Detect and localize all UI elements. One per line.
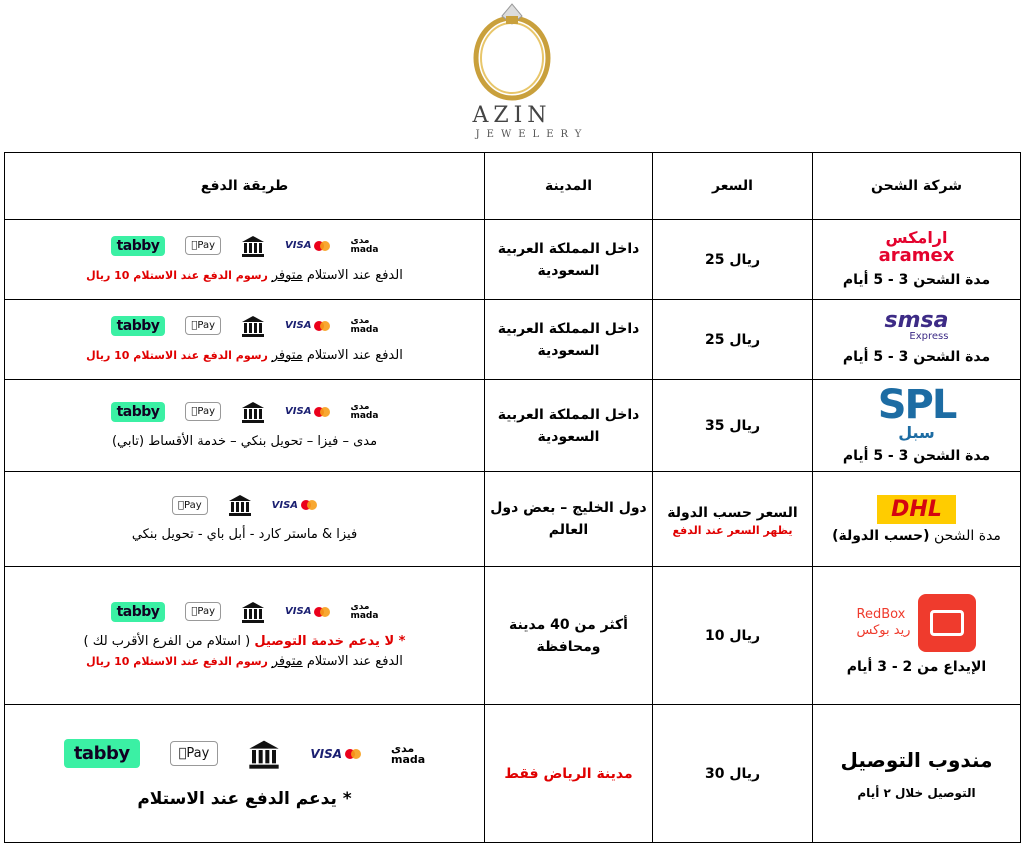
- no-delivery: * لا يدعم خدمة التوصيل: [254, 633, 406, 649]
- mada-icon: [347, 235, 378, 255]
- tabby-icon: tabby: [64, 739, 140, 768]
- price-text: 25 ريال: [704, 331, 761, 348]
- duration-text: [832, 528, 1001, 544]
- mada-ar: مدى: [387, 741, 411, 755]
- pay-available: متوفر: [271, 653, 303, 669]
- shipping-table: [4, 152, 1021, 843]
- brand-logo: [0, 0, 1024, 150]
- payment-icons: [111, 234, 379, 258]
- visa-label: VISA: [282, 320, 309, 331]
- mada-en: mada: [347, 410, 376, 421]
- smsa-sub: Express: [909, 331, 949, 342]
- city-cell: [485, 220, 653, 300]
- city-cell: [485, 380, 653, 472]
- apple-pay-icon: [185, 602, 221, 621]
- pay-fee: رسوم الدفع عند الاستلام 10 ريال: [86, 348, 272, 362]
- visa-mastercard-icon: [268, 499, 317, 511]
- payment-note: * يدعم الدفع عند الاستلام: [137, 788, 352, 809]
- company-cell: [813, 472, 1021, 567]
- spl-logo: [877, 381, 956, 442]
- company-cell: [813, 220, 1021, 300]
- spl-ar: سبل: [898, 422, 935, 442]
- city-text: داخل المملكة العربية السعودية: [497, 320, 640, 359]
- table-row: [5, 300, 1021, 380]
- table-row: [5, 380, 1021, 472]
- city-text: دول الخليج – بعض دول العالم: [490, 500, 647, 538]
- price-cell: [653, 300, 813, 380]
- visa-label: VISA: [282, 406, 309, 417]
- redbox-ar: ريد بوكس: [856, 622, 911, 638]
- city-text: داخل المملكة العربية السعودية: [497, 406, 640, 445]
- tabby-icon: tabby: [111, 402, 166, 422]
- mada-en: mada: [347, 324, 376, 335]
- visa-label: VISA: [282, 240, 309, 251]
- aramex-ar: ارامكس: [885, 227, 948, 247]
- mada-en: mada: [347, 610, 376, 621]
- dhl-logo: [877, 495, 956, 524]
- mada-ar: مدى: [347, 401, 367, 412]
- visa-mastercard-icon: [282, 606, 330, 617]
- delivery-note: [84, 632, 406, 652]
- city-text: أكثر من 40 مدينة ومحافظة: [509, 616, 628, 655]
- duration-text: مدة الشحن 3 - 5 أيام: [842, 271, 991, 288]
- city-text: مدينة الرياض فقط: [504, 765, 633, 782]
- price-note: يظهر السعر عند الدفع: [672, 523, 793, 537]
- apple-pay-icon: [185, 236, 221, 255]
- bank-icon: [241, 600, 265, 624]
- header-payment: طريقة الدفع: [5, 153, 485, 220]
- price-text: 25 ريال: [704, 251, 761, 268]
- city-cell: [485, 472, 653, 567]
- visa-mastercard-icon: [306, 746, 361, 761]
- apple-pay-icon: [170, 741, 219, 766]
- apple-pay-label: Pay: [194, 240, 213, 251]
- company-cell: [813, 705, 1021, 843]
- pay-text: الدفع عند الاستلام: [302, 267, 403, 283]
- visa-mastercard-icon: [282, 240, 330, 251]
- pay-available: متوفر: [271, 267, 303, 283]
- payment-cell: [5, 705, 485, 843]
- table-header-row: [5, 153, 1021, 220]
- payment-icons: [111, 600, 379, 624]
- mada-icon: [347, 601, 378, 621]
- company-cell: [813, 300, 1021, 380]
- brand-name: AZIN: [472, 103, 552, 128]
- mada-icon: [347, 401, 378, 421]
- brand-subtitle: JEWELERY: [475, 129, 589, 140]
- payment-note: فيزا & ماستر كارد - أبل باي - تحويل بنكي: [131, 527, 358, 542]
- redbox-en: RedBox: [856, 606, 906, 622]
- apple-pay-icon: [172, 496, 208, 515]
- smsa-logo: [884, 308, 949, 342]
- visa-mastercard-icon: [282, 406, 330, 417]
- price-cell: [653, 472, 813, 567]
- ring-icon: [455, 0, 569, 104]
- price-text: 10 ريال: [704, 627, 761, 644]
- header-city: المدينة: [485, 153, 653, 220]
- payment-cell: [5, 472, 485, 567]
- payment-cell: [5, 300, 485, 380]
- bank-icon: [241, 234, 265, 258]
- duration-a: مدة الشحن: [929, 527, 1001, 544]
- price-cell: [653, 220, 813, 300]
- payment-icons: [111, 400, 379, 424]
- aramex-en: aramex: [878, 244, 955, 266]
- payment-icons: [64, 738, 425, 770]
- tabby-icon: tabby: [111, 602, 166, 622]
- apple-pay-icon: [185, 402, 221, 421]
- payment-note: [86, 346, 403, 366]
- rep-title: مندوب التوصيل: [840, 747, 993, 772]
- table-row: [5, 705, 1021, 843]
- bank-icon: [248, 738, 280, 770]
- mada-en: mada: [347, 244, 376, 255]
- city-cell: [485, 300, 653, 380]
- smsa-name: smsa: [884, 308, 949, 333]
- city-cell: [485, 567, 653, 705]
- header-company: شركة الشحن: [813, 153, 1021, 220]
- duration-text: الإيداع من 2 - 3 أيام: [846, 658, 987, 675]
- duration-text: مدة الشحن 3 - 5 أيام: [842, 447, 991, 464]
- payment-icons: [111, 314, 379, 338]
- pay-fee: رسوم الدفع عند الاستلام 10 ريال: [86, 654, 272, 668]
- payment-icons: [172, 493, 317, 517]
- payment-cell: [5, 220, 485, 300]
- aramex-logo: [879, 229, 955, 265]
- visa-mastercard-icon: [282, 320, 330, 331]
- duration-b: (حسب الدولة): [832, 527, 930, 544]
- duration-text: مدة الشحن 3 - 5 أيام: [842, 349, 991, 365]
- visa-label: VISA: [282, 606, 309, 617]
- payment-note: [86, 652, 403, 672]
- apple-pay-label: Pay: [194, 606, 213, 617]
- redbox-icon: [918, 594, 976, 652]
- city-text: داخل المملكة العربية السعودية: [497, 240, 640, 279]
- pickup-note: ( استلام من الفرع الأقرب لك ): [83, 633, 255, 649]
- apple-pay-label: Pay: [194, 406, 213, 417]
- tabby-icon: tabby: [111, 236, 166, 256]
- mada-icon: [387, 741, 425, 766]
- mada-ar: مدى: [347, 601, 367, 612]
- apple-pay-label: Pay: [182, 746, 206, 761]
- visa-label: VISA: [306, 746, 339, 761]
- payment-note: مدى – فيزا – تحويل بنكي – خدمة الأقساط (تابي): [111, 433, 378, 449]
- visa-label: VISA: [268, 499, 296, 511]
- price-text: 35 ريال: [704, 417, 761, 434]
- price-text: 30 ريال: [704, 765, 761, 782]
- price-cell: [653, 705, 813, 843]
- dhl-name: DHL: [877, 495, 956, 524]
- spl-en: SPL: [877, 381, 956, 428]
- price-cell: [653, 380, 813, 472]
- apple-pay-label: Pay: [180, 499, 199, 511]
- tabby-icon: tabby: [111, 316, 166, 336]
- pay-text: الدفع عند الاستلام: [302, 347, 403, 363]
- table-row: [5, 220, 1021, 300]
- pay-fee: رسوم الدفع عند الاستلام 10 ريال: [86, 268, 272, 282]
- bank-icon: [228, 493, 252, 517]
- apple-pay-icon: [185, 316, 221, 335]
- mada-ar: مدى: [347, 315, 367, 326]
- price-text: السعر حسب الدولة: [667, 504, 798, 521]
- duration-text: التوصيل خلال ٢ أيام: [857, 785, 976, 800]
- mada-en: mada: [387, 752, 422, 766]
- price-cell: [653, 567, 813, 705]
- redbox-logo: [857, 594, 977, 652]
- company-cell: [813, 567, 1021, 705]
- pay-available: متوفر: [271, 347, 303, 363]
- apple-pay-label: Pay: [194, 320, 213, 331]
- payment-cell: [5, 380, 485, 472]
- table-row: [5, 472, 1021, 567]
- payment-note: [86, 266, 403, 286]
- mada-icon: [347, 315, 378, 335]
- mada-ar: مدى: [347, 235, 367, 246]
- city-cell: [485, 705, 653, 843]
- company-cell: [813, 380, 1021, 472]
- pay-text: الدفع عند الاستلام: [302, 653, 403, 669]
- payment-cell: [5, 567, 485, 705]
- table-row: [5, 567, 1021, 705]
- bank-icon: [241, 314, 265, 338]
- header-price: السعر: [653, 153, 813, 220]
- bank-icon: [241, 400, 265, 424]
